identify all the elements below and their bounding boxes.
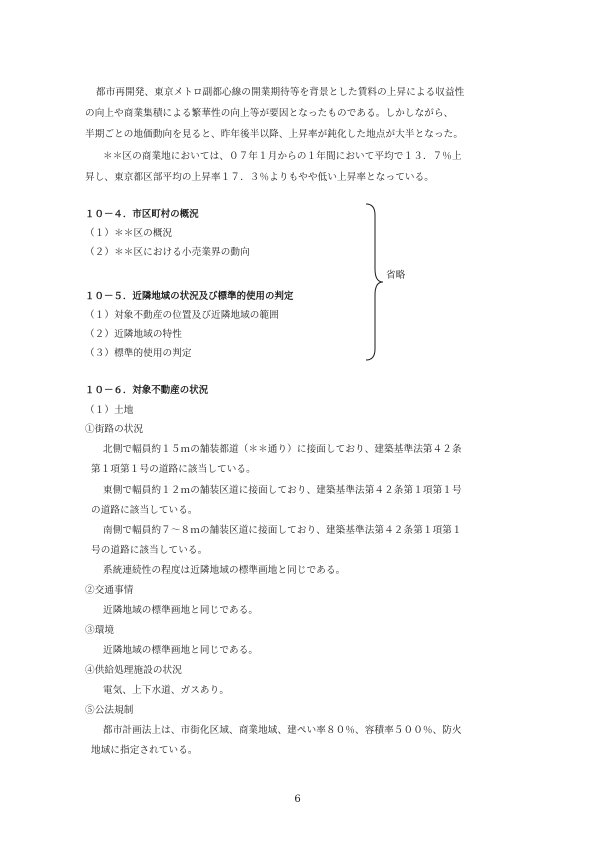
page-number: 6 [294,794,301,805]
road-east-line-1: 東側で幅員約１２ｍの舗装区道に接面しており、建築基準法第４２条第１項第１号 [103,485,462,496]
intro-line-3: 半期ごとの地価動向を見ると、昨年後半以降、上昇率が鈍化した地点が大半となった。 [85,129,464,140]
regulation-heading: ⑤公法規制 [85,705,134,716]
road-south-line-1: 南側で幅員約７～８ｍの舗装区道に接面しており、建築基準法第４２条第１項第１ [103,525,462,536]
road-north-line-2: 第１項第１号の道路に該当している。 [91,464,256,475]
section-10-5-item-3: （３）標準的使用の判定 [85,348,192,359]
section-10-4-heading: １０－４．市区町村の概況 [85,209,199,220]
traffic-heading: ②交通事情 [85,585,134,596]
section-10-6-heading: １０－６．対象不動産の状況 [85,385,209,396]
intro-line-4: ＊＊区の商業地においては、０７年１月からの１年間において平均で１３．７％上 [103,151,462,162]
section-10-4-item-1: （１）＊＊区の概況 [85,228,173,239]
right-curly-brace [364,203,384,361]
section-10-4-item-2: （２）＊＊区における小売業界の動向 [85,247,250,258]
road-north-line-1: 北側で幅員約１５ｍの舗装都道（＊＊通り）に接面しており、建築基準法第４２条 [103,444,462,455]
utilities-heading: ④供給処理施設の状況 [85,665,182,676]
road-south-line-2: 号の道路に該当している。 [91,545,208,556]
road-east-line-2: の道路に該当している。 [91,505,198,516]
regulation-line-1: 都市計画法上は、市街化区域、商業地域、建ぺい率８０％、容積率５００％、防火 [103,725,462,736]
subsection-land: （１）土地 [85,405,134,416]
environment-text: 近隣地域の標準画地と同じである。 [103,645,259,656]
traffic-text: 近隣地域の標準画地と同じである。 [103,605,259,616]
environment-heading: ③環境 [85,625,115,636]
intro-line-1: 都市再開発、東京メトロ副都心線の開業期待等を背景とした賃料の上昇による収益性 [96,87,465,98]
section-10-5-item-2: （２）近隣地域の特性 [85,329,182,340]
road-system-line: 系統連続性の程度は近隣地域の標準画地と同じである。 [103,565,346,576]
intro-line-5: 昇し、東京都区部平均の上昇率１７．３％よりもやや低い上昇率となっている。 [85,172,434,183]
section-10-5-item-1: （１）対象不動産の位置及び近隣地域の範囲 [85,310,279,321]
utilities-text: 電気、上下水道、ガスあり。 [103,685,230,696]
road-heading: ①街路の状況 [85,424,144,435]
intro-line-2: の向上や商業集積による繁華性の向上等が要因となったものである。しかしながら、 [85,108,454,119]
section-10-5-heading: １０－５．近隣地域の状況及び標準的使用の判定 [85,291,294,302]
regulation-line-2: 地域に指定されている。 [91,745,198,756]
omitted-label: 省略 [386,270,406,281]
